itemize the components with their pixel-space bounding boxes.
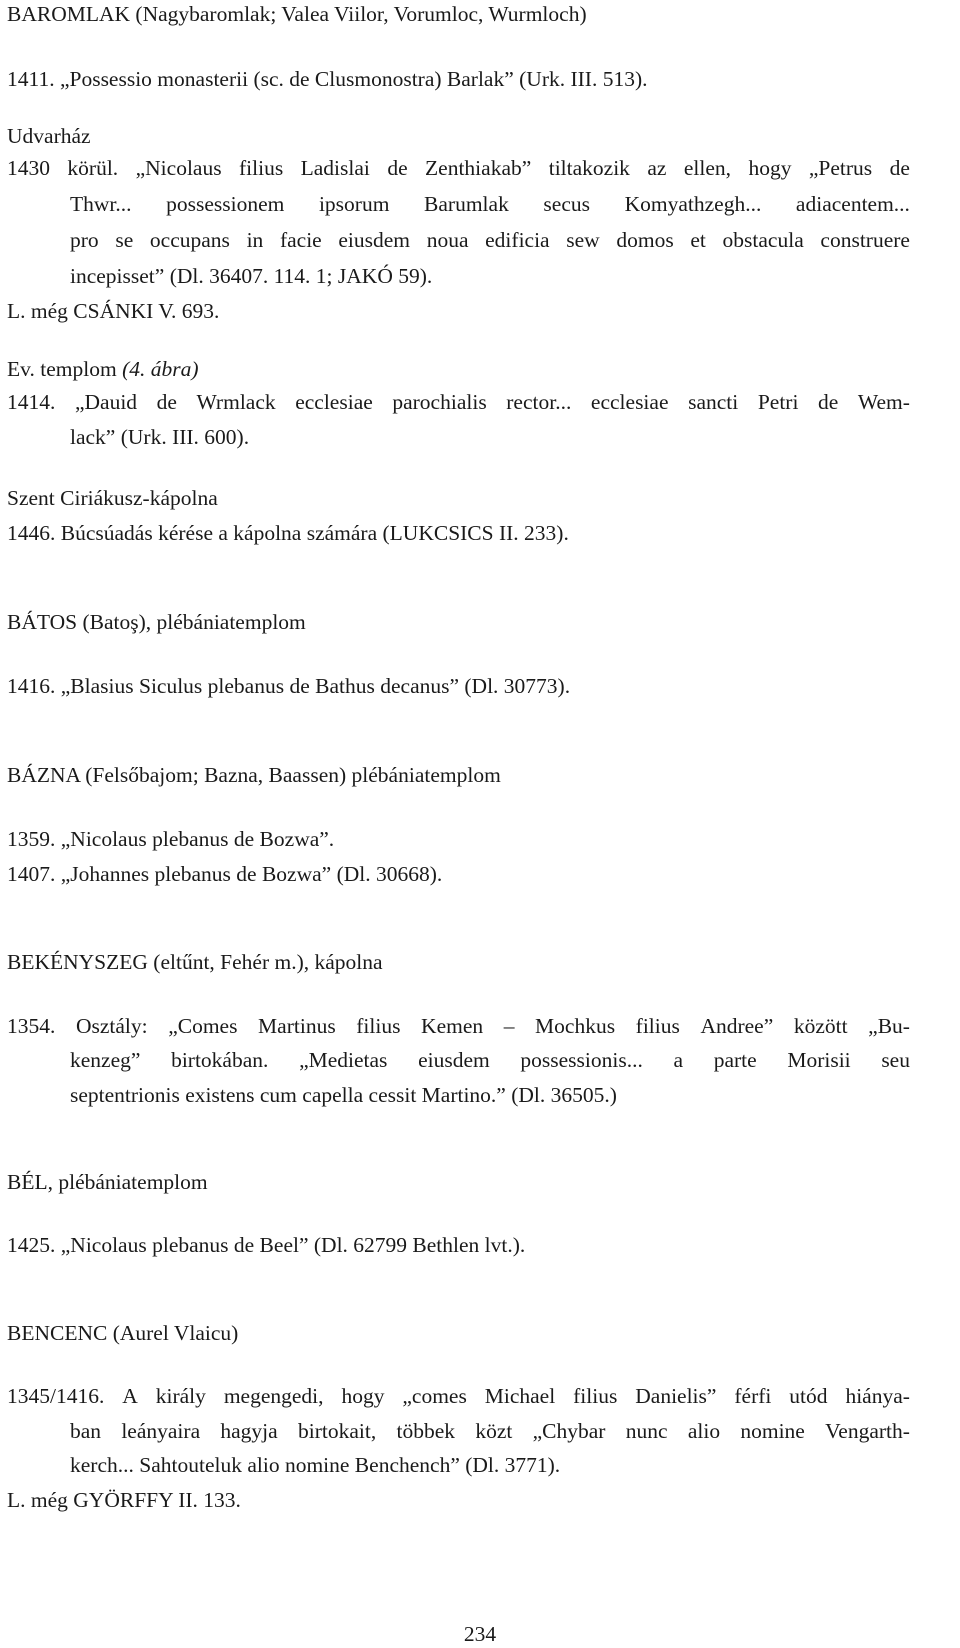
figure-reference: (4. ábra) bbox=[122, 357, 199, 381]
entry-heading-bekenyszeg: BEKÉNYSZEG (eltűnt, Fehér m.), kápolna bbox=[7, 950, 383, 974]
record-1354-line1: 1354. Osztály: „Comes Martinus filius Kemen – Mochkus filius Andree” között „Bu- bbox=[7, 1014, 910, 1038]
templom-label: Ev. templom bbox=[7, 357, 117, 381]
entry-heading-bazna: BÁZNA (Felsőbajom; Bazna, Baassen) plébániatemplom bbox=[7, 763, 501, 787]
record-1354-line2: kenzeg” birtokában. „Medietas eiusdem possessionis... a parte Morisii seu bbox=[70, 1048, 910, 1072]
subheading-ev-templom bbox=[7, 359, 199, 381]
record-1425: 1425. „Nicolaus plebanus de Beel” (Dl. 62799 Bethlen lvt.). bbox=[7, 1233, 526, 1257]
record-1345-line2: ban leányaira hagyja birtokait, többek közt „Chybar nunc alio nomine Vengarth- bbox=[70, 1419, 910, 1443]
record-1345-line1: 1345/1416. A király megengedi, hogy „comes Michael filius Danielis” férfi utód hiánya- bbox=[7, 1384, 910, 1408]
entry-heading-batos: BÁTOS (Batoş), plébániatemplom bbox=[7, 610, 306, 634]
record-1430-line3: pro se occupans in facie eiusdem noua edificia sew domos et obstacula construere bbox=[70, 228, 910, 252]
record-1430-line1: 1430 körül. „Nicolaus filius Ladislai de Zenthiakab” tiltakozik az ellen, hogy „Petrus de bbox=[7, 156, 910, 180]
page-number: 234 bbox=[463, 1622, 497, 1646]
subheading-udvarhaz: Udvarház bbox=[7, 124, 91, 148]
entry-heading-bencenc: BENCENC (Aurel Vlaicu) bbox=[7, 1321, 239, 1345]
record-1430-line2: Thwr... possessionem ipsorum Barumlak secus Komyathzegh... adiacentem... bbox=[70, 192, 910, 216]
record-1446: 1446. Búcsúadás kérése a kápolna számára (LUKCSICS II. 233). bbox=[7, 521, 569, 545]
record-1414-line1: 1414. „Dauid de Wrmlack ecclesiae parochialis rector... ecclesiae sancti Petri de Wem- bbox=[7, 390, 910, 414]
record-1345-line3: kerch... Sahtouteluk alio nomine Benchench” (Dl. 3771). bbox=[70, 1453, 561, 1477]
record-1430-line4: incepisset” (Dl. 36407. 114. 1; JAKÓ 59). bbox=[70, 264, 433, 288]
record-1414-line2: lack” (Urk. III. 600). bbox=[70, 425, 250, 449]
record-1411: 1411. „Possessio monasterii (sc. de Clusmonostra) Barlak” (Urk. III. 513). bbox=[7, 67, 648, 91]
entry-heading-bel: BÉL, plébániatemplom bbox=[7, 1170, 208, 1194]
subheading-ciriakusz-kapolna: Szent Ciriákusz-kápolna bbox=[7, 486, 218, 510]
record-1407: 1407. „Johannes plebanus de Bozwa” (Dl. 30668). bbox=[7, 862, 443, 886]
see-also-gyorffy: L. még GYÖRFFY II. 133. bbox=[7, 1488, 241, 1512]
entry-heading-baromlak: BAROMLAK (Nagybaromlak; Valea Viilor, Vorumloc, Wurmloch) bbox=[7, 2, 587, 26]
record-1354-line3: septentrionis existens cum capella cessit Martino.” (Dl. 36505.) bbox=[70, 1083, 617, 1107]
record-1359: 1359. „Nicolaus plebanus de Bozwa”. bbox=[7, 827, 335, 851]
record-1416: 1416. „Blasius Siculus plebanus de Bathus decanus” (Dl. 30773). bbox=[7, 674, 571, 698]
see-also-csanki: L. még CSÁNKI V. 693. bbox=[7, 299, 220, 323]
